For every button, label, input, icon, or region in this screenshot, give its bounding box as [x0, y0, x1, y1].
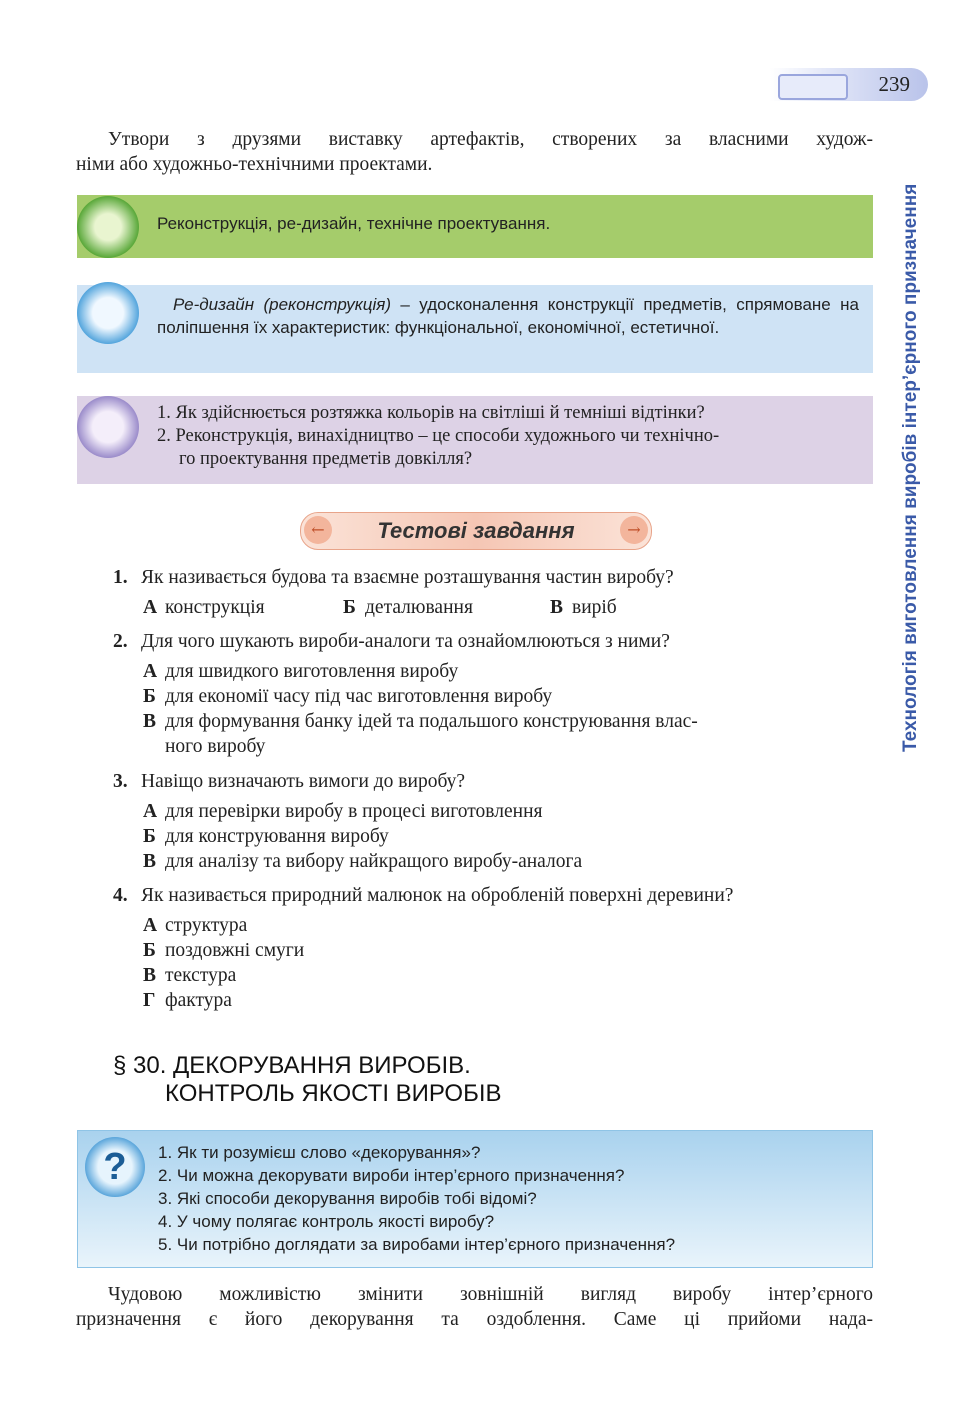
- question-number: 3.: [113, 771, 128, 792]
- definition-text: [157, 293, 859, 339]
- answer-option[interactable]: В виріб: [550, 597, 617, 618]
- discussion-questions-box: [77, 1130, 873, 1268]
- discussion-item: 4. У чому полягає контроль якості виробу?: [158, 1212, 495, 1231]
- page-number-tab: [770, 68, 928, 101]
- answer-option-continuation: ного виробу: [165, 736, 266, 757]
- question-text: Для чого шукають вироби-аналоги та ознайомлюються з ними?: [141, 631, 670, 652]
- question-text: Як називається будова та взаємне розташування частин виробу?: [141, 567, 674, 588]
- definition-box: [77, 285, 873, 373]
- keywords-text: Реконструкція, ре-дизайн, технічне проектування.: [157, 214, 551, 233]
- review-questions: [157, 402, 719, 471]
- question-mark-icon: ?: [85, 1137, 145, 1197]
- definition-term: Ре-дизайн (реконструкція): [173, 295, 392, 314]
- answer-option[interactable]: Б поздовжні смуги: [143, 940, 305, 961]
- question-text: Як називається природний малюнок на обробленій поверхні деревини?: [141, 885, 734, 906]
- arrow-right-icon: →: [620, 516, 648, 544]
- answer-option[interactable]: А конструкція: [143, 597, 265, 618]
- body-line: призначення є його декорування та оздоблення. Саме ці прийоми нада-: [76, 1309, 873, 1330]
- answer-option[interactable]: А для швидкого виготовлення виробу: [143, 661, 459, 682]
- answer-option[interactable]: Б для економії часу під час виготовлення виробу: [143, 686, 553, 707]
- discussion-item: 5. Чи потрібно доглядати за виробами інтер’єрного призначення?: [158, 1235, 676, 1254]
- tests-header: [300, 512, 652, 550]
- question-text: Навіщо визначають вимоги до виробу?: [141, 771, 466, 792]
- intro-line: німи або художньо-технічними проектами.: [76, 154, 433, 175]
- question-number: 1.: [113, 567, 128, 588]
- answer-option[interactable]: Б деталювання: [343, 597, 473, 618]
- checklist-pencil-icon: [77, 196, 139, 258]
- book-icon: [77, 282, 139, 344]
- definition-body: – удосконалення конструкції предметів, спрямоване на поліпшення їх характеристик: функціональної, економічної, естетичної.: [157, 295, 859, 337]
- paragraph-question-icon: [77, 396, 139, 458]
- chapter-sidebar-title: Технологія виготовлення виробів інтер’єрного призначення: [900, 183, 921, 752]
- keywords-box: [77, 195, 873, 258]
- discussion-questions: [158, 1141, 675, 1256]
- sofa-icon: [778, 74, 848, 100]
- body-line: Чудовою можливістю змінити зовнішній вигляд виробу інтер’єрного: [108, 1284, 873, 1305]
- answer-option[interactable]: Г фактура: [143, 990, 232, 1011]
- question-number: 2.: [113, 631, 128, 652]
- intro-paragraph: [76, 127, 873, 177]
- discussion-item: 1. Як ти розумієш слово «декорування»?: [158, 1143, 481, 1162]
- arrow-left-icon: ←: [304, 516, 332, 544]
- answer-option[interactable]: В для формування банку ідей та подальшого конструювання влас-: [143, 711, 698, 732]
- review-questions-box: [77, 396, 873, 484]
- body-paragraph: [76, 1282, 873, 1332]
- review-item: 1. Як здійснюється розтяжка кольорів на світліші й темніші відтінки?: [157, 403, 705, 423]
- review-item: го проектування предметів довкілля?: [179, 449, 473, 469]
- page-number: 239: [878, 72, 910, 96]
- answer-option[interactable]: В текстура: [143, 965, 237, 986]
- tests-title: Тестові завдання: [377, 518, 575, 543]
- discussion-item: 2. Чи можна декорувати вироби інтер’єрного призначення?: [158, 1166, 625, 1185]
- answer-option[interactable]: Б для конструювання виробу: [143, 826, 389, 847]
- answer-option[interactable]: А для перевірки виробу в процесі виготовлення: [143, 801, 543, 822]
- section-heading: [113, 1052, 502, 1108]
- section-heading-line: § 30. ДЕКОРУВАННЯ ВИРОБІВ.: [113, 1052, 471, 1079]
- answer-option[interactable]: В для аналізу та вибору найкращого виробу-аналога: [143, 851, 583, 872]
- question-number: 4.: [113, 885, 128, 906]
- review-item: 2. Реконструкція, винахідництво – це способи художнього чи технічно-: [157, 426, 720, 446]
- discussion-item: 3. Які способи декорування виробів тобі відомі?: [158, 1189, 537, 1208]
- answer-option[interactable]: А структура: [143, 915, 248, 936]
- intro-line: Утвори з друзями виставку артефактів, створених за власними худож-: [108, 129, 873, 150]
- section-heading-line: КОНТРОЛЬ ЯКОСТІ ВИРОБІВ: [165, 1080, 502, 1107]
